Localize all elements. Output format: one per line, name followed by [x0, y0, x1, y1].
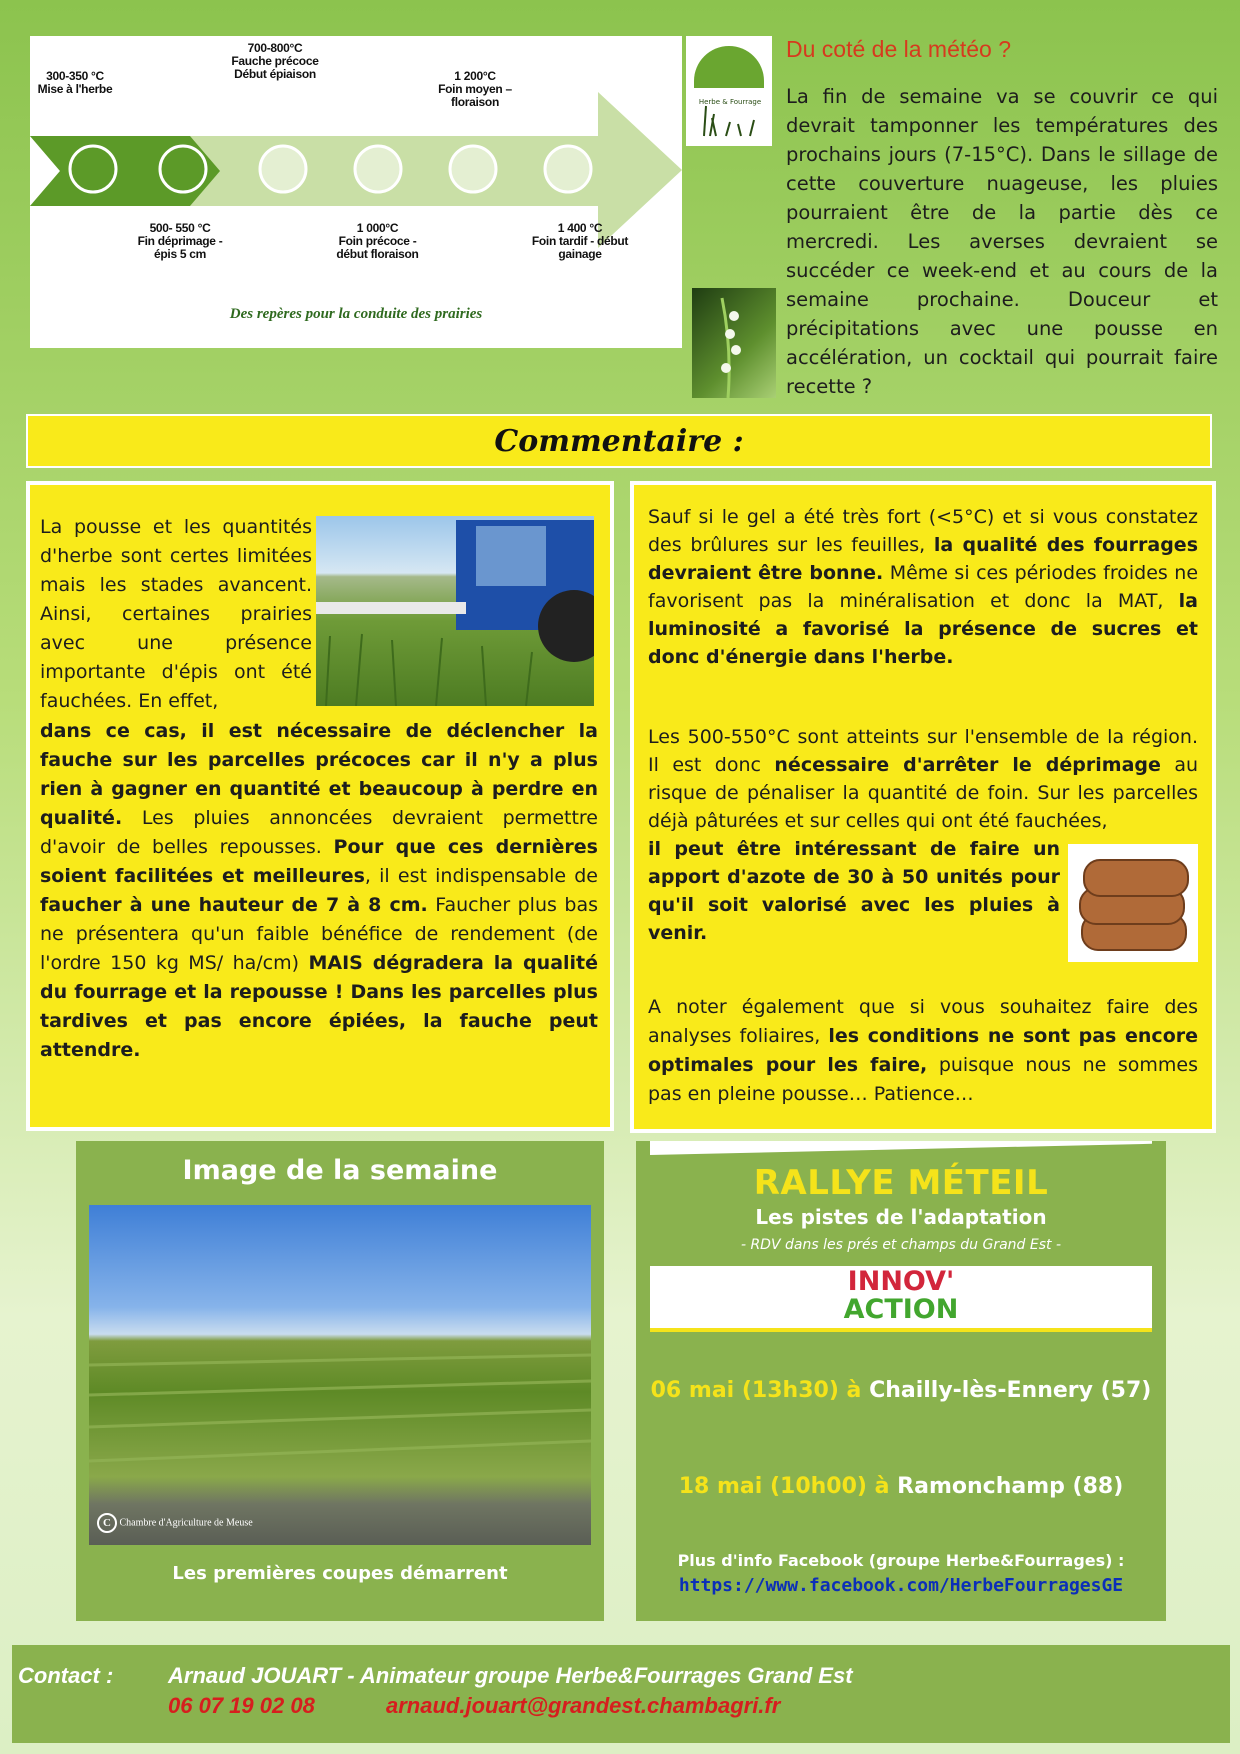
- copyright-icon: C: [97, 1513, 117, 1533]
- right-bold-2: la luminosité a favorisé la présence de sucres et donc d'énergie dans l'herbe.: [648, 590, 1198, 668]
- left-text-main: [40, 717, 598, 1065]
- right-bold-4: il peut être intéressant de faire un apport d'azote de 30 à 50 unités pour qu'il soit valorisé avec les pluies à venir.: [648, 838, 1060, 944]
- meteo-text: La fin de semaine va se couvrir ce qui devrait tamponner les températures des prochains jours (7-15°C). Dans le sillage de cette couverture nuageuse, les pluies pourraient être de la partie dès ce mercredi. Les averses devraient se succéder ce week-end et au cours de la semaine prochaine. Douceur et précipitations avec une pousse en accélération, un cocktail qui pourrait faire recette ?: [786, 85, 1218, 398]
- stage-marker-3: [260, 146, 306, 192]
- rallye-subtitle: Les pistes de l'adaptation: [755, 1205, 1047, 1229]
- svg-text:Herbe & Fourrage: Herbe & Fourrage: [698, 98, 762, 106]
- rallye-event-2: 18 mai (10h00) à Ramonchamp (88): [678, 1474, 1124, 1499]
- tractor-mowing-image: [316, 516, 594, 706]
- right-text-3: Les 500-550°C sont atteints sur l'ensemble de la région. Il est donc: [648, 726, 1198, 776]
- left-paragraph-intro: La pousse et les quantités d'herbe sont certes limitées mais les stades avancent. Ainsi, certaines prairies avec une présence importante d'épis ont été fauchées. En effet,: [40, 516, 312, 712]
- facebook-link[interactable]: https://www.facebook.com/HerbeFourragesGE: [678, 1575, 1124, 1596]
- contact-label: Contact :: [18, 1663, 114, 1688]
- right-paragraph-3: [648, 993, 1198, 1109]
- herbe-fourrage-logo: [686, 36, 772, 146]
- contact-footer: [12, 1645, 1230, 1743]
- rallye-event-1: 06 mai (13h30) à Chailly-lès-Ennery (57): [650, 1378, 1152, 1403]
- stage-marker-6: [545, 146, 591, 192]
- commentaire-banner: [26, 414, 1212, 468]
- timeline-arrow: [30, 36, 682, 348]
- stage-label-1: 300-350 °C Mise à l'herbe: [37, 69, 113, 96]
- contact-phone[interactable]: 06 07 19 02 08: [168, 1693, 315, 1718]
- stage-label-3: 700-800°C Fauche précoce Début épiaison: [231, 41, 319, 81]
- left-bold-4: MAIS dégradera la qualité du fourrage et la repousse ! Dans les parcelles plus tardives et pas encore épiées, la fauche peut attendre.: [40, 952, 599, 1061]
- right-text-1: Sauf si le gel a été très fort (<5°C) et si vous constatez des brûlures sur les feuilles,: [648, 506, 1198, 556]
- right-text-2: Même si ces périodes froides ne favorisent pas la minéralisation et donc la MAT,: [648, 562, 1199, 612]
- right-bold-3: nécessaire d'arrêter le déprimage: [774, 754, 1161, 776]
- right-text-4: au risque de pénaliser la quantité de foin. Sur les parcelles déjà pâturées et sur celles qui ont été fauchées,: [648, 754, 1198, 832]
- logo-icon: [686, 36, 772, 146]
- rallye-meteil-panel: [636, 1141, 1166, 1621]
- commentaire-title: Commentaire :: [494, 423, 744, 459]
- rallye-rdv: - RDV dans les prés et champs du Grand Est -: [740, 1237, 1062, 1253]
- rallye-title: RALLYE MÉTEIL: [753, 1163, 1049, 1203]
- right-bold-5: les conditions ne sont pas encore optimales pour les faire,: [648, 1025, 1198, 1076]
- left-text-2: Les pluies annoncées devraient permettre d'avoir de belles repousses.: [40, 807, 598, 858]
- rallye-top-banner: [650, 1141, 1152, 1155]
- fertilizer-sacks-image: [1068, 844, 1198, 962]
- stage-label-6: 1 400 °C Foin tardif - début gainage: [531, 221, 629, 261]
- innov-action-logo: INNOV' ACTION: [650, 1266, 1152, 1332]
- lily-of-the-valley-image: [692, 288, 776, 398]
- right-text-6: puisque nous ne sommes pas en pleine pousse… Patience…: [648, 1054, 1198, 1105]
- image-of-week-caption: Les premières coupes démarrent: [172, 1563, 508, 1584]
- left-bold-1: dans ce cas, il est nécessaire de déclencher la fauche sur les parcelles précoces car il n'y a plus rien à gagner en quantité et beaucoup à perdre en qualité.: [40, 720, 598, 829]
- rallye-info: Plus d'info Facebook (groupe Herbe&Fourrages) :: [677, 1551, 1125, 1570]
- stage-marker-4: [355, 146, 401, 192]
- image-of-week-panel: [76, 1141, 604, 1621]
- timeline-caption: Des repères pour la conduite des prairies: [229, 306, 483, 322]
- right-text-5: A noter également que si vous souhaitez faire des analyses foliaires,: [648, 996, 1198, 1047]
- right-paragraph-1: [648, 503, 1198, 671]
- image-of-week-title: Image de la semaine: [182, 1155, 498, 1186]
- left-text-wrap: [40, 513, 312, 716]
- left-bold-3: faucher à une hauteur de 7 à 8 cm.: [40, 894, 428, 916]
- stage-marker-5: [450, 146, 496, 192]
- photo-credit: C Chambre d'Agriculture de Meuse: [97, 1513, 253, 1533]
- left-bold-2: Pour que ces dernières soient facilitées et meilleures: [40, 836, 598, 887]
- stage-label-2: 500- 550 °C Fin déprimage - épis 5 cm: [137, 221, 223, 261]
- timeline-card: [30, 36, 682, 348]
- meteo-title: Du coté de la météo ?: [786, 36, 1012, 62]
- contact-name: Arnaud JOUART - Animateur groupe Herbe&Fourrages Grand Est: [168, 1663, 853, 1688]
- right-bold-1: la qualité des fourrages devraient être bonne.: [648, 534, 1198, 584]
- field-photo: [89, 1205, 591, 1545]
- stage-label-4: 1 000°C Foin précoce - début floraison: [336, 221, 419, 261]
- right-paragraph-2b: [648, 835, 1060, 947]
- right-paragraph-2a: [648, 723, 1198, 835]
- stage-label-5: 1 200°C Foin moyen – floraison: [438, 69, 512, 109]
- left-text-4: Faucher plus bas ne présentera qu'un faible bénéfice de rendement (de l'ordre 150 kg MS/ ha/cm): [40, 894, 598, 974]
- contact-email[interactable]: arnaud.jouart@grandest.chambagri.fr: [386, 1693, 781, 1718]
- left-text-3: , il est indispensable de: [364, 865, 598, 887]
